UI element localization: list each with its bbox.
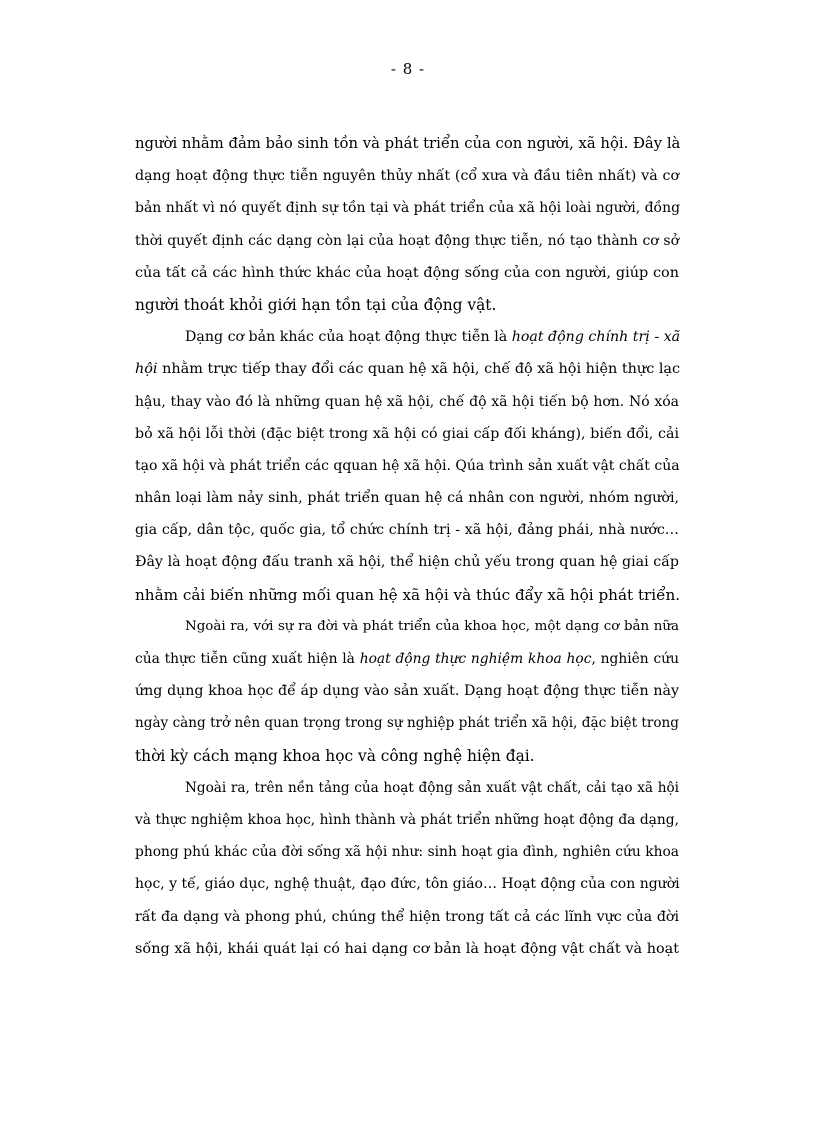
italic-term: hội <box>135 361 158 378</box>
text-run: hậu, thay vào đó là những quan hệ xã hội, chế độ xã hội tiến bộ hơn. Nó xóa <box>135 393 679 410</box>
text-run: rất đa dạng và phong phú, chúng thể hiện trong tất cả các lĩnh vực của đời <box>135 908 679 925</box>
text-line <box>135 353 679 385</box>
text-line <box>135 643 679 675</box>
text-run: và thực nghiệm khoa học, hình thành và phát triển những hoạt động đa dạng, <box>135 811 679 828</box>
text-run: người nhằm đảm bảo sinh tồn và phát triển của con người, xã hội. Đây là <box>135 135 681 152</box>
text-line <box>135 804 679 836</box>
text-line <box>135 450 679 482</box>
text-run: dạng hoạt động thực tiễn nguyên thủy nhất (cổ xưa và đầu tiên nhất) và cơ <box>135 168 679 185</box>
text-run: người thoát khỏi giới hạn tồn tại của động vật. <box>135 295 497 314</box>
text-run: thời kỳ cách mạng khoa học và công nghệ hiện đại. <box>135 746 535 765</box>
text-run: nhằm trực tiếp thay đổi các quan hệ xã hội, chế độ xã hội hiện thực lạc <box>157 361 681 378</box>
italic-term: hoạt động thực nghiệm khoa học <box>359 651 592 667</box>
text-run: , nghiên cứu <box>591 651 679 667</box>
text-line <box>135 611 679 643</box>
text-line <box>135 225 679 257</box>
text-run: phong phú khác của đời sống xã hội như: sinh hoạt gia đình, nghiên cứu khoa <box>135 844 679 861</box>
italic-term: hoạt động chính trị - xã <box>511 329 681 346</box>
body-text <box>135 128 679 965</box>
paragraph <box>135 772 679 965</box>
text-line <box>135 386 679 418</box>
text-line <box>135 868 679 900</box>
text-run: Ngoài ra, trên nền tảng của hoạt động sản xuất vật chất, cải tạo xã hội <box>185 779 679 796</box>
text-line <box>135 289 679 321</box>
text-line <box>135 740 679 772</box>
text-line <box>135 772 679 804</box>
text-run: nhân loại làm nảy sinh, phát triển quan hệ cá nhân con người, nhóm người, <box>135 490 679 507</box>
text-run: sống xã hội, khái quát lại có hai dạng cơ bản là hoạt động vật chất và hoạt <box>135 940 679 957</box>
text-run: học, y tế, giáo dục, nghệ thuật, đạo đức, tôn giáo… Hoạt động của con người <box>135 876 680 893</box>
text-line <box>135 579 679 611</box>
text-line <box>135 933 679 965</box>
text-run: bỏ xã hội lỗi thời (đặc biệt trong xã hội có giai cấp đối kháng), biến đổi, cải <box>135 425 679 442</box>
text-line <box>135 128 679 160</box>
text-run: nhằm cải biến những mối quan hệ xã hội và thúc đẩy xã hội phát triển. <box>135 585 681 604</box>
text-run: Dạng cơ bản khác của hoạt động thực tiễn là <box>185 329 512 346</box>
text-line <box>135 546 679 578</box>
text-run: của tất cả các hình thức khác của hoạt động sống của con người, giúp con <box>135 264 679 281</box>
text-line <box>135 321 679 353</box>
text-run: gia cấp, dân tộc, quốc gia, tổ chức chính trị - xã hội, đảng phái, nhà nước… <box>135 522 679 539</box>
paragraph <box>135 128 679 321</box>
text-line <box>135 901 679 933</box>
text-run: ứng dụng khoa học để áp dụng vào sản xuất. Dạng hoạt động thực tiễn này <box>135 683 679 700</box>
text-run: Đây là hoạt động đấu tranh xã hội, thể hiện chủ yếu trong quan hệ giai cấp <box>135 554 679 571</box>
text-line <box>135 675 679 707</box>
text-run: bản nhất vì nó quyết định sự tồn tại và phát triển của xã hội loài người, đồng <box>135 200 681 217</box>
text-run: ngày càng trở nên quan trọng trong sự nghiệp phát triển xã hội, đặc biệt trong <box>135 715 679 732</box>
text-line <box>135 482 679 514</box>
text-line <box>135 707 679 739</box>
text-line <box>135 257 679 289</box>
text-line <box>135 836 679 868</box>
text-run: thời quyết định các dạng còn lại của hoạt động thực tiễn, nó tạo thành cơ sở <box>135 232 679 249</box>
text-run: tạo xã hội và phát triển các qquan hệ xã hội. Qúa trình sản xuất vật chất của <box>135 457 680 474</box>
text-line <box>135 192 679 224</box>
text-line <box>135 418 679 450</box>
paragraph <box>135 611 679 772</box>
paragraph <box>135 321 679 611</box>
text-line <box>135 514 679 546</box>
text-run: Ngoài ra, với sự ra đời và phát triển của khoa học, một dạng cơ bản nữa <box>185 618 679 634</box>
page-number: - 8 - <box>390 60 426 78</box>
text-line <box>135 160 679 192</box>
text-run: của thực tiễn cũng xuất hiện là <box>135 651 360 667</box>
